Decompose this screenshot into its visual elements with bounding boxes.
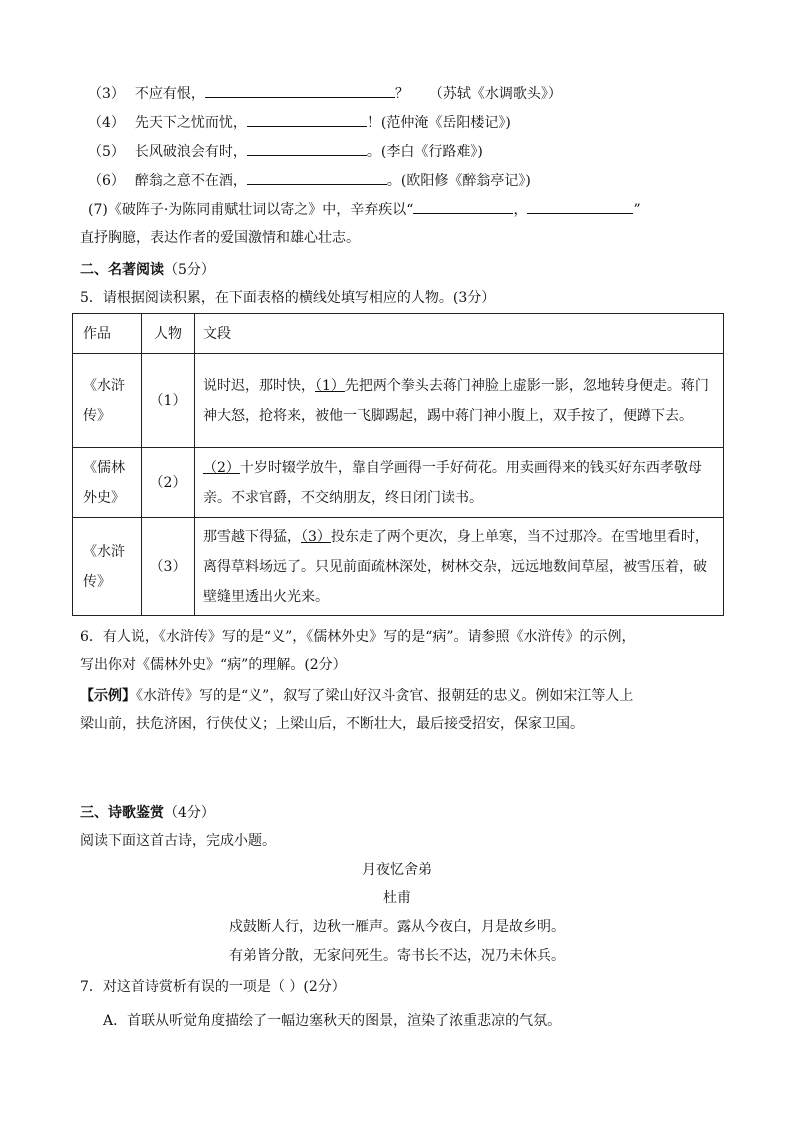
poem-author: 杜甫 [383,890,411,906]
poem-line: 有弟皆分散，无家问死生。寄书长不达，况乃未休兵。 [229,948,565,964]
table-header: 人物 [142,314,195,354]
answer-blank[interactable] [247,170,387,185]
answer-blank[interactable] [247,141,367,156]
character-cell: （1） [142,354,195,448]
answer-blank[interactable] [413,199,513,214]
question-7: 7．对这首诗赏析有误的一项是（ ）(2分） [80,979,346,995]
passage-cell: 说时迟，那时快，（1）先把两个拳头去蒋门神脸上虚影一影，忽地转身便走。蒋门神大怒，抢将来，被他一飞脚踢起，踢中蒋门神小腹上，双手按了，便蹲下去。 [195,354,724,448]
fill-line-6: （6） 醉翁之意不在酒， 。(欧阳修《醉翁亭记》) [88,170,531,191]
table-row [73,518,724,616]
answer-blank[interactable]: （3） [301,528,331,545]
fill-line-7: (7)《破阵子·为陈同甫赋壮词以寄之》中，辛弃疾以“ ， ” [88,199,641,220]
work-cell: 《儒林 外史》 [73,448,142,518]
option-a[interactable]: A．首联从听觉角度描绘了一幅边塞秋天的图景，渲染了浓重悲凉的气氛。 [103,1013,562,1029]
example-tag: 【示例】 [80,688,136,704]
fill-line-7-cont: 直抒胸臆，表达作者的爱国激情和雄心壮志。 [80,230,360,246]
table-row [73,448,724,518]
reading-table [72,313,724,616]
work-cell: 《水浒 传》 [73,518,142,616]
answer-blank[interactable] [527,199,633,214]
question-5: 5．请根据阅读积累，在下面表格的横线处填写相应的人物。(3分） [80,290,496,306]
answer-blank[interactable]: （1） [315,377,345,394]
answer-blank[interactable] [205,83,395,98]
character-cell: （3） [142,518,195,616]
example-line2: 梁山前，扶危济困，行侠仗义；上梁山后，不断壮大，最后接受招安，保家卫国。 [80,716,584,732]
table-header-row [73,314,724,354]
example-line1: 【示例】《水浒传》写的是“义”，叙写了梁山好汉斗贪官、报朝廷的忠义。例如宋江等人上 [80,688,634,704]
poem-line: 戍鼓断人行，边秋一雁声。露从今夜白，月是故乡明。 [229,919,565,935]
fill-line-5: （5） 长风破浪会有时， 。(李白《行路难》) [88,141,483,162]
character-cell: （2） [142,448,195,518]
section-heading: 二、名著阅读（5分） [80,262,215,278]
table-header: 作品 [73,314,142,354]
table-header: 文段 [195,314,724,354]
answer-blank[interactable]: （2） [203,459,240,476]
poem-title: 月夜忆舍弟 [362,862,432,878]
answer-blank[interactable] [247,112,367,127]
reading-instruction: 阅读下面这首古诗，完成小题。 [80,833,276,849]
passage-cell: 那雪越下得猛，（3）投东走了两个更次，身上单寒，当不过那冷。在雪地里看时，离得草料场远了。只见前面疏林深处，树林交杂，远远地数间草屋，被雪压着，破壁缝里透出火光来。 [195,518,724,616]
work-cell: 《水浒 传》 [73,354,142,448]
question-6-line2: 写出你对《儒林外史》“病”的理解。(2分） [80,657,347,673]
passage-cell: （2）十岁时辍学放牛，靠自学画得一手好荷花。用卖画得来的钱买好东西孝敬母亲。不求官爵，不交纳朋友，终日闭门读书。 [195,448,724,518]
section-heading: 三、诗歌鉴赏（4分） [80,805,215,821]
fill-line-4: （4） 先天下之忧而忧， ！(范仲淹《岳阳楼记》) [88,112,511,133]
table-row [73,354,724,448]
fill-line-3: （3） 不应有恨， ？ （苏轼《水调歌头》） [88,83,562,104]
question-6-line1: 6．有人说，《水浒传》写的是“义”，《儒林外史》写的是“病”。请参照《水浒传》的示例， [80,629,636,645]
